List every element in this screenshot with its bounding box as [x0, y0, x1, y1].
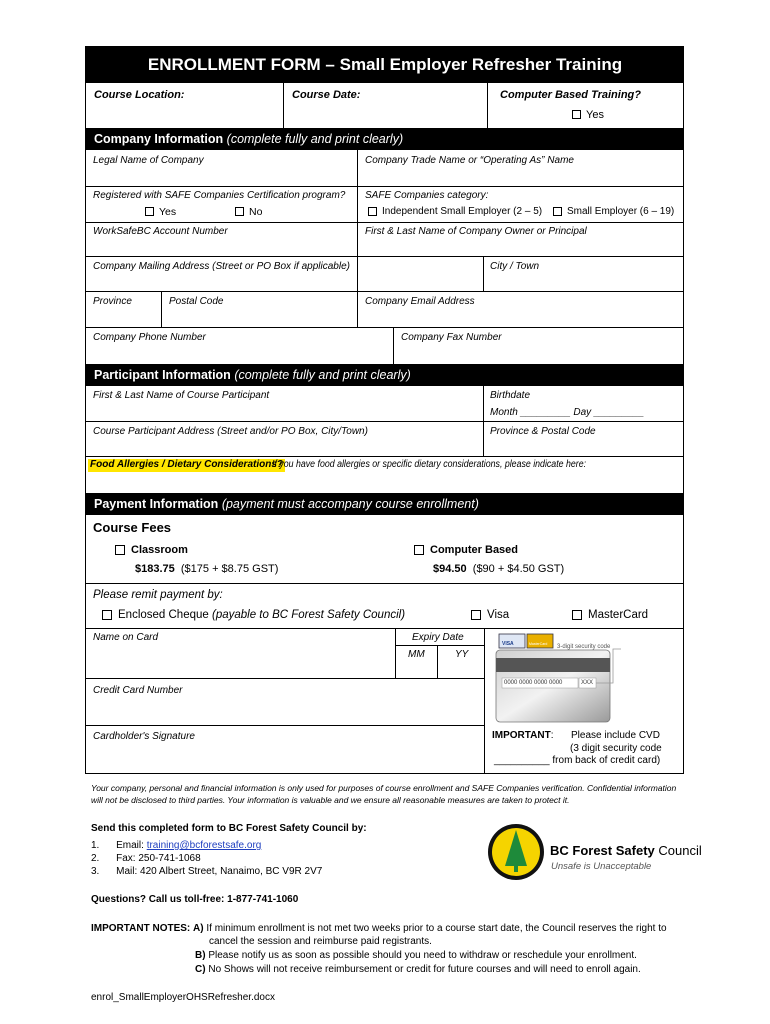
divider	[85, 421, 684, 422]
company-fax-label: Company Fax Number	[401, 332, 502, 343]
form-title: ENROLLMENT FORM – Small Employer Refresher Training	[147, 55, 623, 74]
card-number-sample: 0000 0000 0000 0000	[504, 680, 563, 686]
computer-based-label: Computer Based Training?	[500, 89, 641, 101]
company-section-header	[86, 128, 684, 150]
notes-a-key: A)	[193, 923, 204, 934]
province-label: Province	[93, 296, 132, 307]
privacy-note: Your company, personal and financial information is only used for purposes of course enrollment and SAFE Companies verification. Confidential information will not be disclosed to third parties. Your information is valuable and we ensure all reasonable measures are taken to protect it.	[91, 783, 677, 805]
notes-b-text: Please notify us as soon as possible should you need to withdraw or reschedule your enrollment.	[208, 950, 637, 961]
trade-name-label: Company Trade Name or “Operating As” Name	[365, 155, 574, 166]
classroom-breakdown: ($175 + $8.75 GST)	[180, 563, 279, 575]
mastercard-logo-text: MasterCard	[529, 642, 548, 646]
payment-header-note: (payment must accompany course enrollment)	[221, 497, 479, 511]
divider	[483, 256, 484, 291]
notes-c-key: C)	[195, 964, 206, 975]
remit-label: Please remit payment by:	[93, 589, 223, 601]
postal-code-label: Postal Code	[169, 296, 224, 307]
expiry-yy: YY	[455, 649, 469, 660]
send-item-3-num: 3.	[91, 866, 100, 877]
send-item-1	[91, 840, 261, 851]
logo-wordmark	[550, 843, 702, 858]
expiry-label: Expiry Date	[412, 632, 464, 643]
small-employer-checkbox[interactable]	[553, 207, 562, 216]
divider	[85, 725, 485, 726]
divider	[161, 291, 162, 327]
cvd-line2: (3 digit security code	[570, 743, 662, 754]
mastercard-checkbox[interactable]	[572, 610, 582, 620]
divider	[85, 327, 684, 328]
send-item-2-num: 2.	[91, 853, 100, 864]
send-item-2-label: Fax: 250-741-1068	[116, 853, 201, 864]
cvd-line3: __________ from back of credit card)	[494, 755, 661, 766]
notes-b-key: B)	[195, 950, 206, 961]
card-cvd-sample: XXX	[581, 680, 594, 686]
mailing-address-label: Company Mailing Address (Street or PO Box if applicable)	[93, 261, 350, 272]
payment-header-title: Payment Information	[94, 497, 219, 511]
food-allergies-text: If you have food allergies or specific dietary considerations, please indicate here:	[272, 459, 587, 470]
course-location-label: Course Location:	[94, 89, 185, 101]
send-item-2	[91, 853, 201, 864]
registered-yes-checkbox[interactable]	[145, 207, 154, 216]
cvd-line1-text: Please include CVD	[571, 730, 660, 741]
registered-label: Registered with SAFE Companies Certification program?	[93, 190, 346, 201]
security-code-callout: 3-digit security code	[557, 644, 611, 650]
name-on-card-label: Name on Card	[93, 632, 159, 643]
course-fees-heading: Course Fees	[93, 520, 172, 535]
cvd-line1	[571, 730, 660, 741]
divider	[85, 291, 684, 292]
notes-label: IMPORTANT NOTES:	[91, 923, 191, 934]
legal-name-label: Legal Name of Company	[93, 155, 204, 166]
category-label: SAFE Companies category:	[365, 190, 489, 201]
company-header-note: (complete fully and print clearly)	[226, 132, 404, 146]
participant-name-label: First & Last Name of Course Participant	[93, 390, 270, 401]
notes-a-text2: cancel the session and reimburse paid registrants.	[209, 936, 432, 947]
participant-header-note: (complete fully and print clearly)	[234, 368, 411, 382]
visa-logo-text: VISA	[502, 641, 514, 647]
divider	[85, 456, 684, 457]
computer-fee	[433, 563, 564, 575]
footer-filename: enrol_SmallEmployerOHSRefresher.docx	[91, 992, 275, 1003]
title-bar	[86, 47, 684, 83]
notes-c-text: No Shows will not receive reimbursement or credit for future courses and will need to enroll again.	[208, 964, 641, 975]
divider	[85, 256, 684, 257]
questions-line: Questions? Call us toll-free: 1-877-741-1060	[91, 894, 299, 905]
bcfsc-logo-icon	[486, 822, 546, 882]
company-email-label: Company Email Address	[365, 296, 475, 307]
cheque-option	[118, 609, 405, 621]
small-employer-label: Small Employer (6 – 19)	[567, 206, 675, 217]
computer-based-checkbox[interactable]	[414, 545, 424, 555]
participant-section-header	[86, 364, 684, 386]
cheque-payee: (payable to BC Forest Safety Council)	[212, 609, 406, 621]
course-date-label: Course Date:	[292, 89, 361, 101]
expiry-mm: MM	[408, 649, 425, 660]
city-label: City / Town	[490, 261, 540, 272]
logo-name-light: Council	[658, 843, 702, 858]
credit-card-illustration	[488, 632, 678, 726]
signature-label: Cardholder's Signature	[93, 731, 195, 742]
divider	[437, 645, 438, 678]
send-item-1-label: Email:	[116, 840, 147, 851]
divider	[393, 327, 394, 364]
divider	[395, 628, 396, 678]
classroom-label: Classroom	[131, 544, 188, 556]
computer-breakdown: ($90 + $4.50 GST)	[472, 563, 565, 575]
divider	[395, 645, 484, 646]
send-heading: Send this completed form to BC Forest Safety Council by:	[91, 823, 367, 834]
divider	[85, 186, 684, 187]
computer-price: $94.50	[433, 563, 467, 575]
notes-b	[195, 950, 637, 961]
divider	[85, 628, 684, 629]
send-item-3	[91, 866, 322, 877]
company-header-title: Company Information	[94, 132, 224, 146]
divider	[357, 150, 358, 291]
payment-section-header	[86, 493, 684, 515]
notes-a-text: If minimum enrollment is not met two weeks prior to a course start date, the Council reserves the right to	[206, 923, 667, 934]
participant-header-title: Participant Information	[94, 368, 231, 382]
cheque-label: Enclosed Cheque	[118, 609, 209, 621]
email-link[interactable]: training@bcforestsafe.org	[146, 840, 262, 851]
registered-yes-label: Yes	[159, 206, 177, 218]
owner-label: First & Last Name of Company Owner or Principal	[365, 226, 587, 237]
send-item-1-num: 1.	[91, 840, 100, 851]
card-number-label: Credit Card Number	[93, 685, 183, 696]
registered-no-checkbox[interactable]	[235, 207, 244, 216]
visa-checkbox[interactable]	[471, 610, 481, 620]
divider	[487, 83, 488, 128]
divider	[85, 583, 684, 584]
cheque-checkbox[interactable]	[102, 610, 112, 620]
classroom-fee	[135, 563, 278, 575]
notes-a	[91, 923, 667, 934]
cvd-note: IMPORTANT:	[492, 730, 554, 741]
computer-based-yes-label: Yes	[586, 109, 604, 121]
send-item-3-label: Mail: 420 Albert Street, Nanaimo, BC V9R 2V7	[116, 866, 323, 877]
food-allergies-label: Food Allergies / Dietary Considerations?	[90, 459, 283, 470]
divider	[357, 291, 358, 327]
divider	[85, 222, 684, 223]
divider	[85, 678, 485, 679]
province-postal-label: Province & Postal Code	[490, 426, 596, 437]
divider	[283, 83, 284, 128]
classroom-checkbox[interactable]	[115, 545, 125, 555]
computer-based-fee-label: Computer Based	[430, 544, 519, 556]
cvd-important: IMPORTANT	[492, 730, 551, 741]
classroom-price: $183.75	[135, 563, 175, 575]
logo-name-bold: BC Forest Safety	[550, 843, 655, 858]
visa-label: Visa	[487, 609, 510, 621]
divider	[484, 628, 485, 774]
participant-address-label: Course Participant Address (Street and/or PO Box, City/Town)	[93, 426, 368, 437]
worksafe-label: WorkSafeBC Account Number	[93, 226, 228, 237]
independent-checkbox[interactable]	[368, 207, 377, 216]
logo-tagline: Unsafe is Unacceptable	[551, 861, 652, 872]
mastercard-label: MasterCard	[588, 609, 649, 621]
registered-no-label: No	[249, 206, 263, 218]
birthdate-label: Birthdate	[490, 390, 531, 401]
company-phone-label: Company Phone Number	[93, 332, 206, 343]
notes-c	[195, 964, 641, 975]
independent-label: Independent Small Employer (2 – 5)	[382, 206, 543, 217]
birthdate-month-day: Month _________ Day _________	[490, 407, 645, 418]
computer-based-yes-checkbox[interactable]	[572, 110, 581, 119]
